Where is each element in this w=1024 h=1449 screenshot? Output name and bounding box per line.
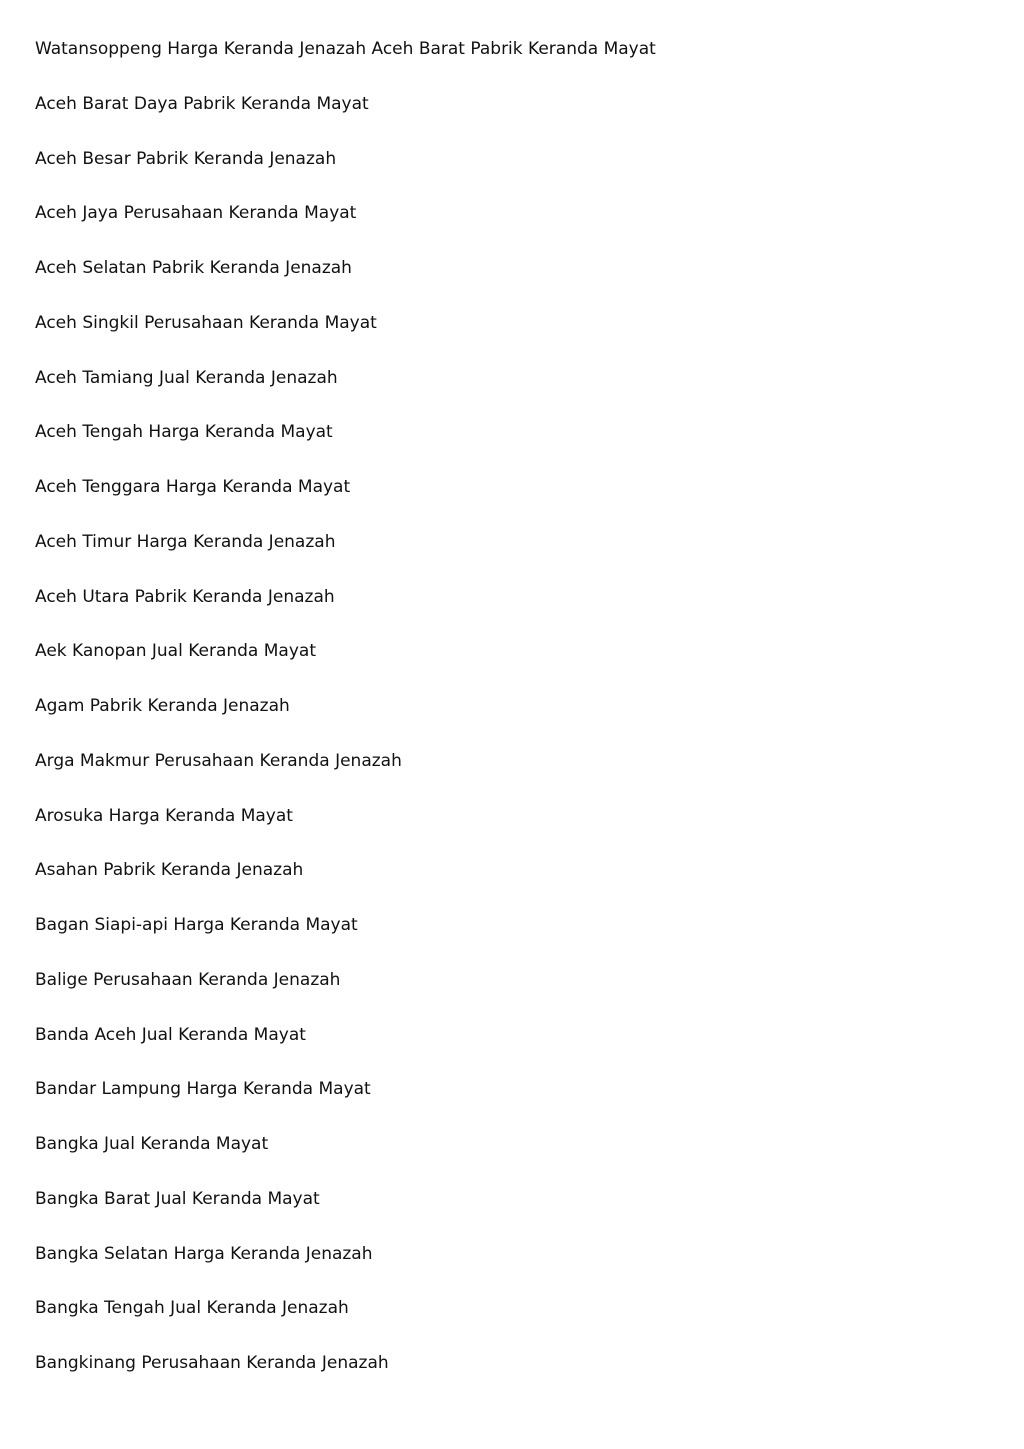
text-line: Aceh Selatan Pabrik Keranda Jenazah [35,258,352,278]
text-line: Aceh Besar Pabrik Keranda Jenazah [35,148,337,169]
document-body [35,37,995,1406]
text-line: Bagan Siapi-api Harga Keranda Mayat [35,915,358,935]
text-line: Bandar Lampung Harga Keranda Mayat [35,1079,371,1100]
text-line: Watansoppeng Harga Keranda Jenazah Aceh Barat Pabrik Keranda Mayat [35,39,656,59]
text-line: Asahan Pabrik Keranda Jenazah [35,860,304,881]
text-line: Aceh Jaya Perusahaan Keranda Mayat [35,203,357,224]
text-line: Aek Kanopan Jual Keranda Mayat [35,641,316,662]
text-line: Bangka Selatan Harga Keranda Jenazah [35,1243,373,1264]
text-line: Bangka Jual Keranda Mayat [35,1134,269,1154]
text-line: Aceh Barat Daya Pabrik Keranda Mayat [35,93,369,114]
text-line: Banda Aceh Jual Keranda Mayat [35,1024,306,1045]
text-line: Aceh Timur Harga Keranda Jenazah [35,531,336,552]
text-line: Aceh Utara Pabrik Keranda Jenazah [35,586,335,607]
text-line: Agam Pabrik Keranda Jenazah [35,696,290,716]
text-line: Arosuka Harga Keranda Mayat [35,805,293,826]
text-line: Aceh Tamiang Jual Keranda Jenazah [35,367,338,388]
text-line: Arga Makmur Perusahaan Keranda Jenazah [35,750,402,771]
text-line: Aceh Tenggara Harga Keranda Mayat [35,477,351,497]
text-line: Balige Perusahaan Keranda Jenazah [35,969,341,990]
text-line: Aceh Singkil Perusahaan Keranda Mayat [35,312,377,333]
text-line: Bangka Barat Jual Keranda Mayat [35,1188,320,1209]
text-line: Bangkinang Perusahaan Keranda Jenazah [35,1353,389,1373]
text-line: Aceh Tengah Harga Keranda Mayat [35,422,333,443]
text-line: Bangka Tengah Jual Keranda Jenazah [35,1298,349,1319]
